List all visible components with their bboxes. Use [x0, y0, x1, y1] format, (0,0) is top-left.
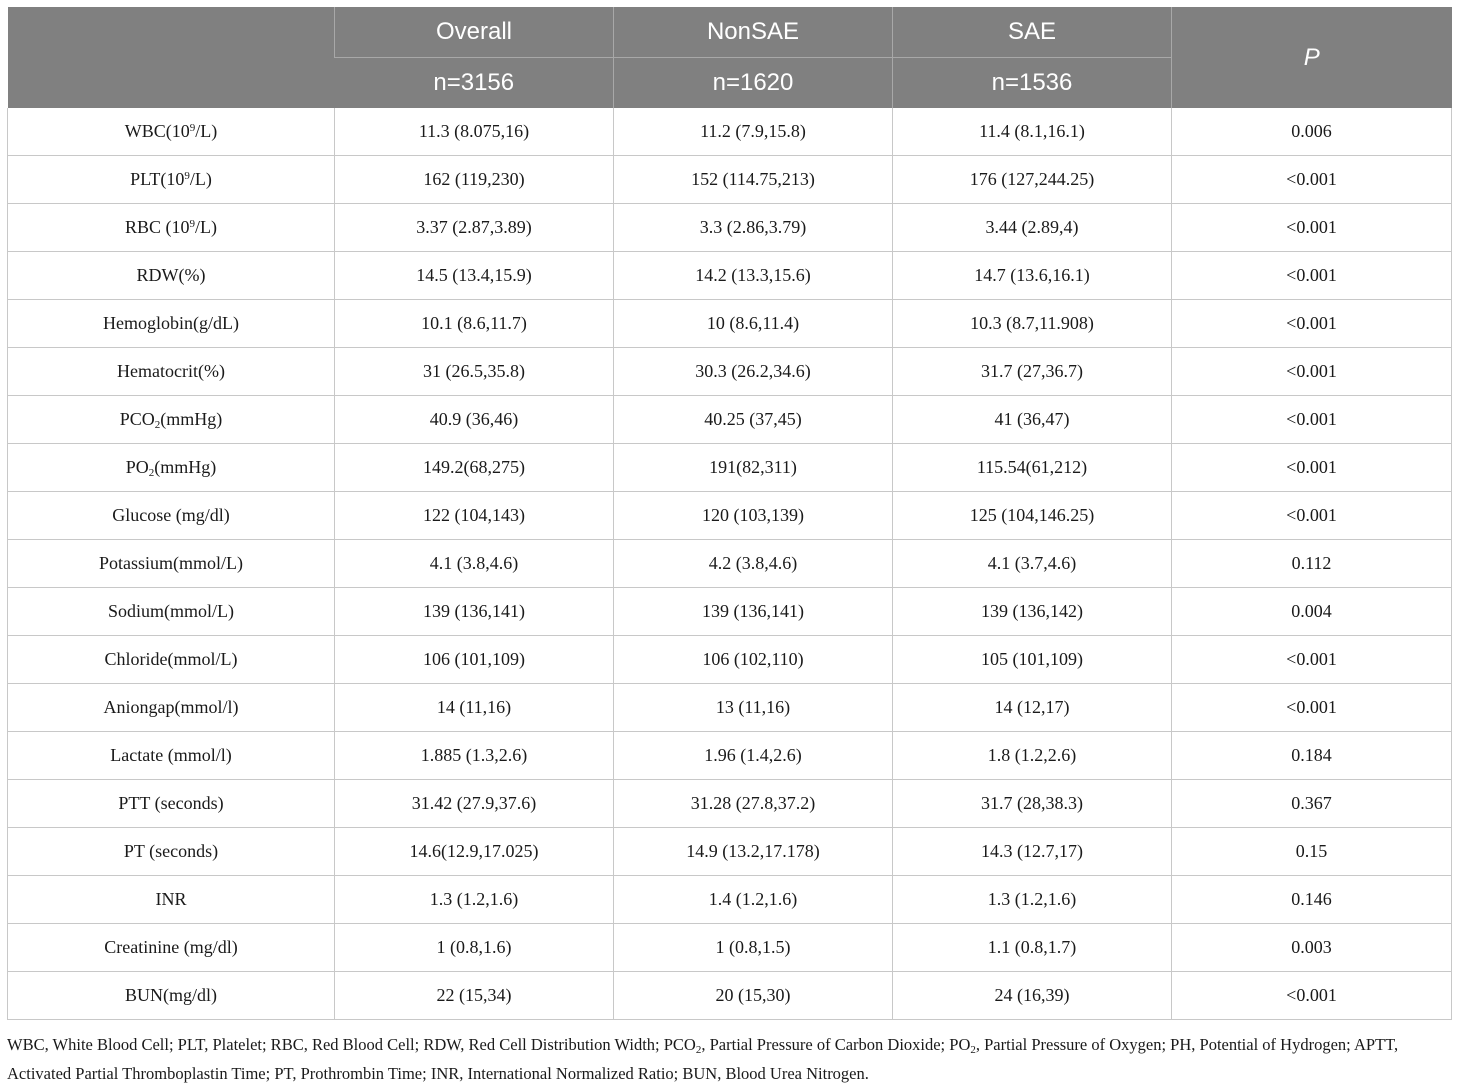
cell-nonsae: 13 (11,16) [614, 684, 893, 732]
table-row [8, 300, 1452, 348]
table-body [8, 108, 1452, 1020]
header-overall: Overall [335, 7, 614, 58]
header-p: P [1172, 7, 1452, 108]
table-row [8, 156, 1452, 204]
cell-p: 0.004 [1172, 588, 1452, 636]
cell-overall: 22 (15,34) [335, 972, 614, 1020]
cell-p: <0.001 [1172, 684, 1452, 732]
cell-nonsae: 31.28 (27.8,37.2) [614, 780, 893, 828]
cell-sae: 125 (104,146.25) [893, 492, 1172, 540]
cell-overall: 31 (26.5,35.8) [335, 348, 614, 396]
cell-overall: 40.9 (36,46) [335, 396, 614, 444]
table-row [8, 780, 1452, 828]
header-overall-n: n=3156 [335, 58, 614, 109]
cell-nonsae: 4.2 (3.8,4.6) [614, 540, 893, 588]
cell-nonsae: 11.2 (7.9,15.8) [614, 108, 893, 156]
cell-p: <0.001 [1172, 972, 1452, 1020]
table-row [8, 828, 1452, 876]
cell-p: <0.001 [1172, 444, 1452, 492]
header-nonsae-n: n=1620 [614, 58, 893, 109]
cell-sae: 105 (101,109) [893, 636, 1172, 684]
cell-overall: 106 (101,109) [335, 636, 614, 684]
cell-nonsae: 30.3 (26.2,34.6) [614, 348, 893, 396]
cell-overall: 122 (104,143) [335, 492, 614, 540]
lab-values-table [7, 7, 1452, 1020]
cell-p: <0.001 [1172, 348, 1452, 396]
cell-label: Hemoglobin(g/dL) [8, 300, 335, 348]
cell-sae: 10.3 (8.7,11.908) [893, 300, 1172, 348]
table-row [8, 492, 1452, 540]
cell-nonsae: 20 (15,30) [614, 972, 893, 1020]
cell-p: 0.146 [1172, 876, 1452, 924]
cell-label: RBC $(10^9/L)$ [8, 204, 335, 252]
cell-label: $WBC(10^9/L)$ [8, 108, 335, 156]
table-row [8, 252, 1452, 300]
cell-label: Hematocrit(%) [8, 348, 335, 396]
cell-sae: 4.1 (3.7,4.6) [893, 540, 1172, 588]
cell-nonsae: 120 (103,139) [614, 492, 893, 540]
cell-nonsae: 1.96 (1.4,2.6) [614, 732, 893, 780]
cell-overall: 4.1 (3.8,4.6) [335, 540, 614, 588]
table-row [8, 924, 1452, 972]
cell-overall: 3.37 (2.87,3.89) [335, 204, 614, 252]
table-row [8, 540, 1452, 588]
cell-overall: 1.3 (1.2,1.6) [335, 876, 614, 924]
cell-label: RDW(%) [8, 252, 335, 300]
cell-nonsae: 152 (114.75,213) [614, 156, 893, 204]
cell-p: <0.001 [1172, 156, 1452, 204]
table-row [8, 108, 1452, 156]
cell-sae: 139 (136,142) [893, 588, 1172, 636]
table-row [8, 684, 1452, 732]
cell-p: <0.001 [1172, 252, 1452, 300]
cell-nonsae: 191(82,311) [614, 444, 893, 492]
cell-p: <0.001 [1172, 204, 1452, 252]
cell-overall: 14 (11,16) [335, 684, 614, 732]
cell-overall: 10.1 (8.6,11.7) [335, 300, 614, 348]
cell-p: <0.001 [1172, 300, 1452, 348]
cell-label: $PCO_2(mmHg)$ [8, 396, 335, 444]
cell-sae: 176 (127,244.25) [893, 156, 1172, 204]
cell-nonsae: 1.4 (1.2,1.6) [614, 876, 893, 924]
cell-overall: 31.42 (27.9,37.6) [335, 780, 614, 828]
cell-overall: 14.5 (13.4,15.9) [335, 252, 614, 300]
cell-label: INR [8, 876, 335, 924]
cell-nonsae: 139 (136,141) [614, 588, 893, 636]
cell-p: 0.15 [1172, 828, 1452, 876]
cell-overall: 14.6(12.9,17.025) [335, 828, 614, 876]
cell-p: <0.001 [1172, 636, 1452, 684]
cell-sae: 31.7 (27,36.7) [893, 348, 1172, 396]
cell-label: Glucose (mg/dl) [8, 492, 335, 540]
cell-label: Aniongap(mmol/l) [8, 684, 335, 732]
cell-nonsae: 14.2 (13.3,15.6) [614, 252, 893, 300]
cell-overall: 162 (119,230) [335, 156, 614, 204]
cell-sae: 31.7 (28,38.3) [893, 780, 1172, 828]
cell-sae: 115.54(61,212) [893, 444, 1172, 492]
cell-overall: 11.3 (8.075,16) [335, 108, 614, 156]
table-row [8, 396, 1452, 444]
cell-p: <0.001 [1172, 396, 1452, 444]
header-sae: SAE [893, 7, 1172, 58]
cell-label: BUN(mg/dl) [8, 972, 335, 1020]
cell-label: Lactate (mmol/l) [8, 732, 335, 780]
header-variable [8, 7, 335, 108]
table-row [8, 876, 1452, 924]
cell-sae: 3.44 (2.89,4) [893, 204, 1172, 252]
cell-label: PT (seconds) [8, 828, 335, 876]
cell-p: 0.367 [1172, 780, 1452, 828]
table-row [8, 444, 1452, 492]
table-row [8, 636, 1452, 684]
cell-p: <0.001 [1172, 492, 1452, 540]
cell-overall: 1 (0.8,1.6) [335, 924, 614, 972]
cell-sae: 1.1 (0.8,1.7) [893, 924, 1172, 972]
cell-label: $PLT(10^9/L)$ [8, 156, 335, 204]
table-row [8, 204, 1452, 252]
cell-p: 0.006 [1172, 108, 1452, 156]
table-row [8, 972, 1452, 1020]
table-container [7, 7, 1451, 1020]
header-sae-n: n=1536 [893, 58, 1172, 109]
cell-sae: 11.4 (8.1,16.1) [893, 108, 1172, 156]
cell-label: Creatinine (mg/dl) [8, 924, 335, 972]
cell-p: 0.112 [1172, 540, 1452, 588]
cell-sae: 14.7 (13.6,16.1) [893, 252, 1172, 300]
cell-overall: 149.2(68,275) [335, 444, 614, 492]
cell-sae: 14.3 (12.7,17) [893, 828, 1172, 876]
cell-nonsae: 106 (102,110) [614, 636, 893, 684]
cell-sae: 41 (36,47) [893, 396, 1172, 444]
cell-nonsae: 40.25 (37,45) [614, 396, 893, 444]
cell-label: Chloride(mmol/L) [8, 636, 335, 684]
table-row [8, 588, 1452, 636]
table-row [8, 348, 1452, 396]
cell-label: $PO_2(mmHg)$ [8, 444, 335, 492]
cell-p: 0.003 [1172, 924, 1452, 972]
cell-nonsae: 3.3 (2.86,3.79) [614, 204, 893, 252]
cell-label: PTT (seconds) [8, 780, 335, 828]
table-row [8, 732, 1452, 780]
cell-overall: 1.885 (1.3,2.6) [335, 732, 614, 780]
cell-sae: 24 (16,39) [893, 972, 1172, 1020]
cell-p: 0.184 [1172, 732, 1452, 780]
cell-label: Potassium(mmol/L) [8, 540, 335, 588]
cell-label: Sodium(mmol/L) [8, 588, 335, 636]
cell-sae: 14 (12,17) [893, 684, 1172, 732]
cell-sae: 1.8 (1.2,2.6) [893, 732, 1172, 780]
cell-nonsae: 10 (8.6,11.4) [614, 300, 893, 348]
cell-sae: 1.3 (1.2,1.6) [893, 876, 1172, 924]
cell-nonsae: 1 (0.8,1.5) [614, 924, 893, 972]
cell-nonsae: 14.9 (13.2,17.178) [614, 828, 893, 876]
cell-overall: 139 (136,141) [335, 588, 614, 636]
table-footnote: WBC, White Blood Cell; PLT, Platelet; RBC, Red Blood Cell; RDW, Red Cell Distribution Width; $PCO_2$, Partial Pressure of Carbon Dioxide; $PO_2$, Partial Pressure of Oxygen; PH, Potential of Hydrogen; APTT, Activated Partial Thromboplastin Time; PT, Prothrombin Time; INR, International Normalized Ratio; BUN, Blood Urea Nitrogen. [7, 1035, 1399, 1083]
header-nonsae: NonSAE [614, 7, 893, 58]
